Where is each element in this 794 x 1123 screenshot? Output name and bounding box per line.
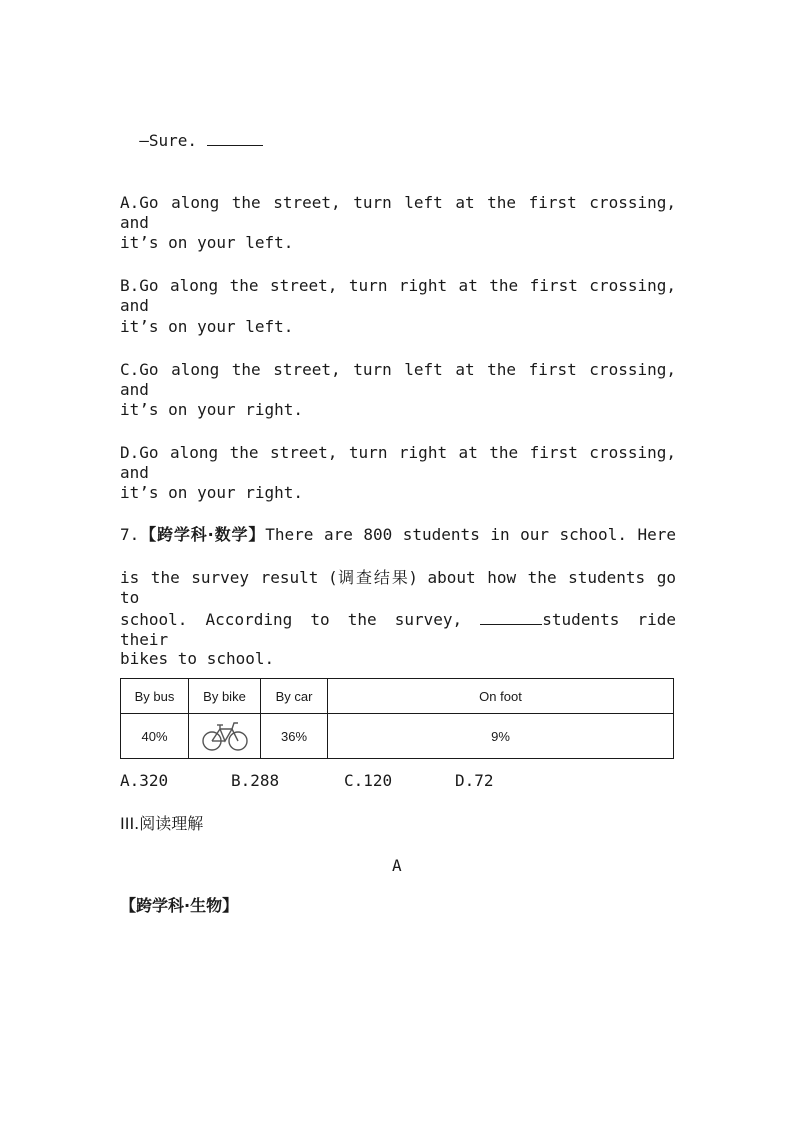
- option-c-line-2: it’s on your right.: [120, 400, 304, 419]
- option-a-line-2: it’s on your left.: [120, 233, 294, 252]
- header-by-bike: By bike: [189, 679, 261, 714]
- section-3-title: III.阅读理解: [120, 814, 204, 833]
- header-on-foot: On foot: [328, 679, 674, 714]
- survey-header-row: [121, 679, 674, 714]
- answer-blank: [207, 130, 263, 146]
- option-a-line-1: A.Go along the street, turn left at the first crossing, and: [120, 193, 676, 232]
- option-d: D.72: [455, 771, 494, 790]
- question-7-line-4: bikes to school.: [120, 649, 275, 668]
- survey-table: [120, 678, 674, 759]
- bicycle-icon: [201, 719, 249, 753]
- dialogue-text: —Sure.: [139, 131, 207, 150]
- header-by-car: By car: [261, 679, 328, 714]
- option-d-line-2: it’s on your right.: [120, 483, 304, 502]
- survey-value-row: [121, 714, 674, 759]
- question-7-line-2: [120, 568, 676, 608]
- answer-blank-q7: [480, 609, 542, 625]
- option-c-line-1: C.Go along the street, turn left at the first crossing, and: [120, 360, 676, 399]
- value-on-foot: 9%: [328, 714, 674, 759]
- question-text-3a: school. According to the survey,: [120, 610, 481, 629]
- value-by-car: 36%: [261, 714, 328, 759]
- value-by-bike: [189, 714, 261, 759]
- question-text-3b: students ride their: [120, 610, 676, 649]
- question-text-2c: about how the students go to: [120, 568, 676, 607]
- question-text-2a: is the survey result: [120, 568, 330, 587]
- gloss-text: (调查结果): [329, 568, 416, 587]
- question-7-line-1: [120, 525, 676, 545]
- option-b-line-1: B.Go along the street, turn right at the first crossing, and: [120, 276, 676, 315]
- passage-label: A: [392, 856, 402, 875]
- question-number: 7.: [120, 525, 140, 544]
- question-tag: 【跨学科·数学】: [139, 525, 266, 544]
- dialogue-line: [120, 110, 263, 151]
- option-c: C.120: [344, 771, 393, 790]
- question-text-1: There are 800 students in our school. Here: [265, 525, 676, 544]
- option-b: B.288: [231, 771, 280, 790]
- value-by-bus: 40%: [121, 714, 189, 759]
- header-by-bus: By bus: [121, 679, 189, 714]
- option-b-line-2: it’s on your left.: [120, 317, 294, 336]
- option-a: A.320: [120, 771, 169, 790]
- option-d-line-1: D.Go along the street, turn right at the first crossing, and: [120, 443, 676, 482]
- passage-tag: 【跨学科·生物】: [120, 896, 239, 915]
- question-7-line-3: [120, 609, 676, 650]
